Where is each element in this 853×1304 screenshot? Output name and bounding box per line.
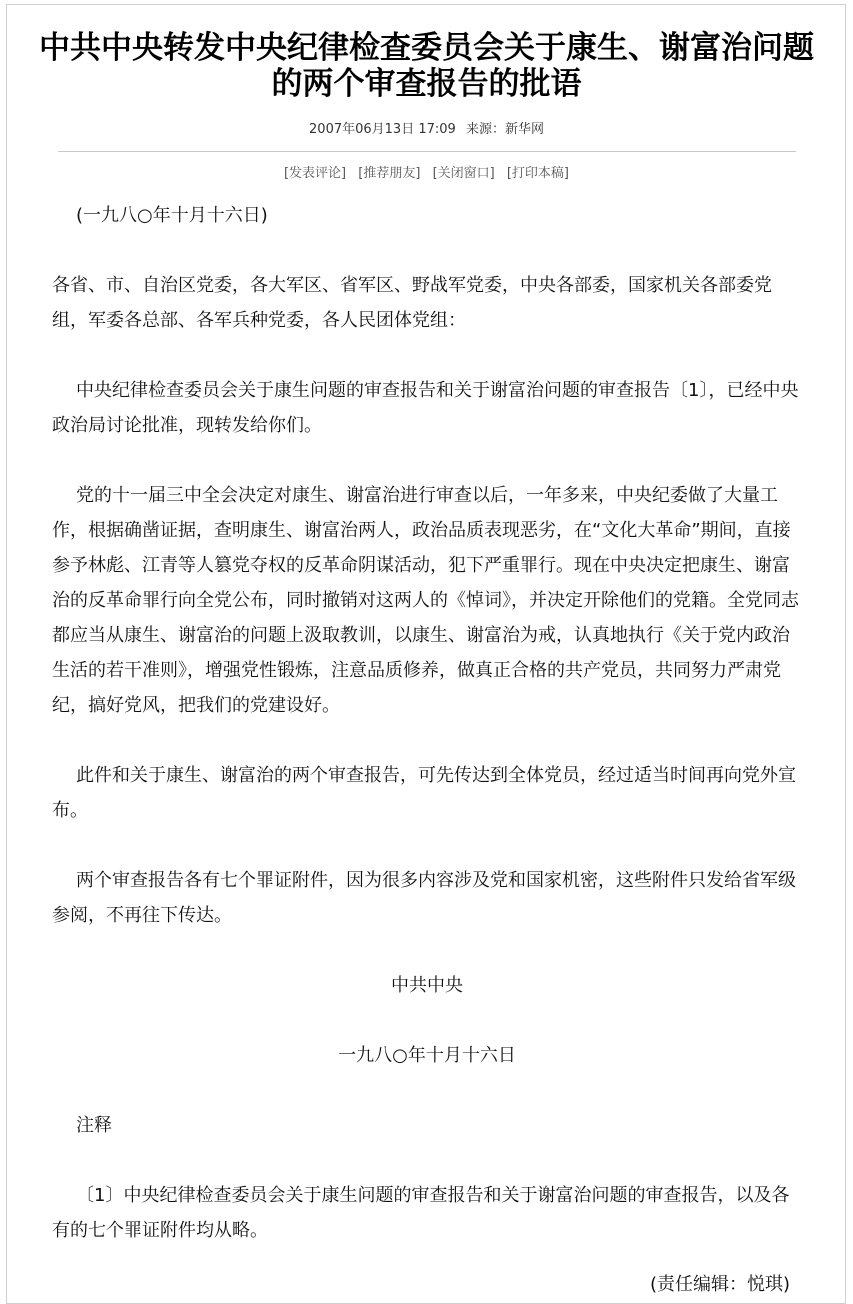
signature-date: 一九八○年十月十六日 (338, 1045, 516, 1066)
title-line-2: 的两个审查报告的批语 (271, 66, 582, 102)
article-source: 来源：新华网 (465, 122, 544, 137)
close-window-link[interactable]: [关闭窗口] (432, 166, 495, 181)
body-paragraph-3: 此件和关于康生、谢富治的两个审查报告，可先传达到全体党员，经过适当时间再向党外宣布。 (52, 765, 796, 821)
print-article-link[interactable]: [打印本稿] (506, 166, 570, 181)
article-body (52, 198, 802, 1283)
recipients-paragraph: 各省、市、自治区党委，各大军区、省军区、野战军党委，中央各部委，国家机关各部委党组，军委各总部、各军兵种党委，各人民团体党组： (52, 275, 772, 331)
title-line-1: 中共中央转发中央纪律检查委员会关于康生、谢富治问题 (39, 30, 814, 66)
article-toolbar (0, 162, 853, 181)
body-paragraph-1: 中央纪律检查委员会关于康生问题的审查报告和关于谢富治问题的审查报告〔1〕，已经中央政治局讨论批准，现转发给你们。 (52, 380, 799, 436)
publish-datetime: 2007年06月13日 17:09 (309, 122, 456, 137)
body-paragraph-2: 党的十一届三中全会决定对康生、谢富治进行审查以后，一年多来，中央纪委做了大量工作，根据确凿证据，查明康生、谢富治两人，政治品质表现恶劣，在“文化大革命”期间，直接参予林彪、江青等人篡党夺权的反革命阴谋活动，犯下严重罪行。现在中央决定把康生、谢富治的反革命罪行向全党公布，同时撤销对这两人的《悼词》，并决定开除他们的党籍。全党同志都应当从康生、谢富治的问题上汲取教训，以康生、谢富治为戒，认真地执行《关于党内政治生活的若干准则》，增强党性锻炼，注意品质修养，做真正合格的共产党员，共同努力严肃党纪，搞好党风，把我们的党建设好。 (52, 485, 799, 716)
body-paragraph-4: 两个审查报告各有七个罪证附件，因为很多内容涉及党和国家机密，这些附件只发给省军级参阅，不再往下传达。 (52, 870, 796, 926)
divider (58, 151, 796, 152)
post-comment-link[interactable]: [发表评论] (283, 166, 347, 181)
date-header: (一九八○年十月十六日) (76, 205, 268, 226)
footnote-1: 〔1〕中央纪律检查委员会关于康生问题的审查报告和关于谢富治问题的审查报告，以及各有的七个罪证附件均从略。 (52, 1185, 790, 1241)
article-title (0, 30, 853, 102)
recommend-friend-link[interactable]: [推荐朋友] (358, 166, 421, 181)
notes-heading: 注释 (76, 1115, 112, 1136)
signature: 中共中央 (391, 975, 463, 996)
responsible-editor: (责任编辑：悦琪) (649, 1274, 790, 1295)
article-meta (0, 118, 853, 137)
